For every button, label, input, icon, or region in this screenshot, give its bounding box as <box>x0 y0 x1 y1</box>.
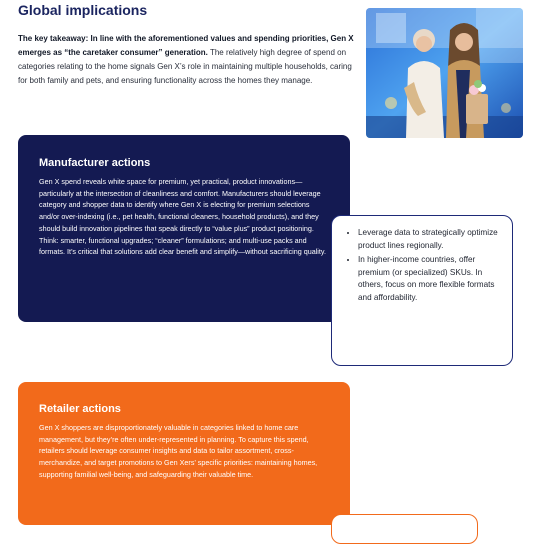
intro-body: The relatively high degree of spend on categories relating to the home signals Gen X’s role in maintaining multiple households, caring for both family and pets, and ensuring functionality across the homes they manage. <box>18 48 352 85</box>
retailer-actions-card <box>18 382 350 525</box>
manufacturer-actions-body: Gen X spend reveals white space for premium, yet practical, product innovations—particularly at the intersection of cleanliness and comfort. Manufacturers should leverage category and shopper data to identify where Gen X is electing for premium selections and/or over-indexing (i.e., pet health, functional cleaners, household products), and they should build innovation pipelines that speak directly to “value plus” product positioning. Think: smarter, functional upgrades; “cleaner” formulations; and multi-use packs and formats. It’s critical that solutions add clear benefit and simplify—without sacrificing quality. <box>39 177 326 257</box>
key-takeaway-lead: The key takeaway: In line with the aforementioned values and spending priorities, Gen X emerges as “the caretaker consumer” generation. <box>18 34 354 57</box>
page-title: Global implications <box>18 2 148 18</box>
manufacturer-actions-card <box>18 135 350 322</box>
intro-paragraph <box>18 32 358 88</box>
manufacturer-recommendations-box <box>331 215 513 366</box>
manufacturer-actions-heading: Manufacturer actions <box>39 157 151 169</box>
retailer-recommendations-box <box>331 514 478 544</box>
manufacturer-recommendations-list <box>342 227 502 304</box>
list-item: • Leverage data to strategically optimize product lines regionally. <box>358 227 502 252</box>
retailer-actions-heading: Retailer actions <box>39 403 121 415</box>
list-item: • In higher-income countries, offer premium (or specialized) SKUs. In others, focus on more flexible formats and affordability. <box>358 254 502 304</box>
retailer-actions-body: Gen X shoppers are disproportionately valuable in categories linked to home care management, but they’re often under-represented in planning. To capture this spend, retailers should leverage consumer insights and data to tailor assortment, cross-merchandize, and target promotions to Gen Xers’ specific priorities: maintaining homes, supporting familial well-being, and safeguarding their valuable time. <box>39 423 318 479</box>
hero-photo <box>366 8 523 138</box>
